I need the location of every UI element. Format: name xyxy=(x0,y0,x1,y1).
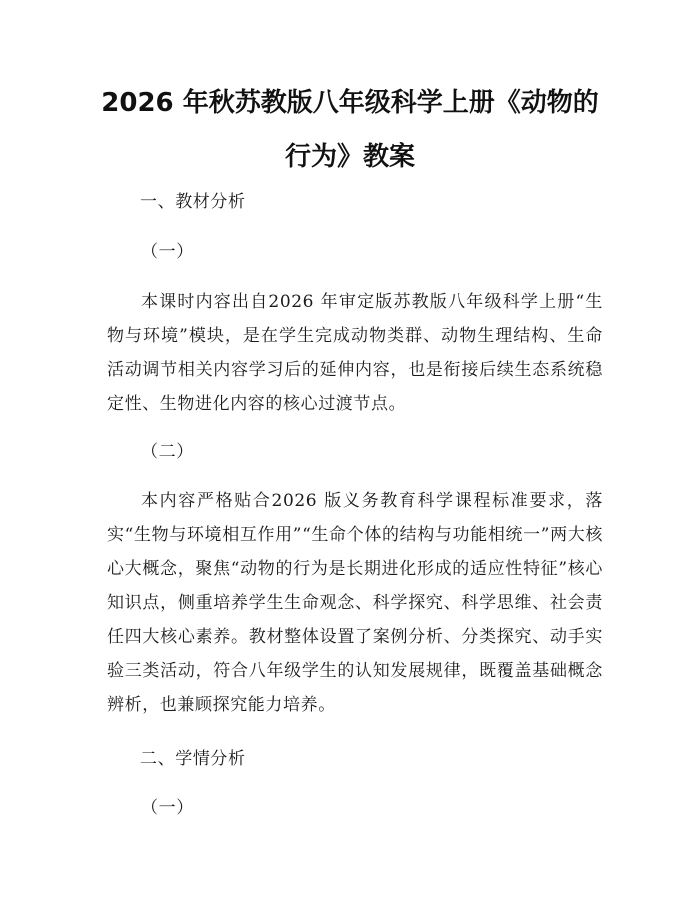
subsection-label: （一） xyxy=(141,798,194,818)
subsection-label: （二） xyxy=(141,442,194,462)
document-title: 2026 年秋苏教版八年级科学上册《动物的行为》教案 xyxy=(101,88,599,172)
paragraph: 本课时内容出自2026 年审定版苏教版八年级科学上册“生物与环境”模块，是在学生完成动物类群、动物生理结构、生命活动调节相关内容学习后的延伸内容，也是衔接后续生态系统稳定性、生物进化内容的核心过渡节点。 xyxy=(107,292,603,414)
paragraph: 本内容严格贴合2026 版义务教育科学课程标准要求，落实“生物与环境相互作用”“生命个体的结构与功能相统一”两大核心大概念，聚焦“动物的行为是长期进化形成的适应性特征”核心知识点，侧重培养学生生命观念、科学探究、科学思维、社会责任四大核心素养。教材整体设置了案例分析、分类探究、动手实验三类活动，符合八年级学生的认知发展规律，既覆盖基础概念辨析，也兼顾探究能力培养。 xyxy=(107,491,603,715)
section-heading-learner-analysis: 二、学情分析 xyxy=(140,749,246,769)
section-heading-textbook-analysis: 一、教材分析 xyxy=(140,192,246,212)
subsection-label: （一） xyxy=(141,242,194,262)
